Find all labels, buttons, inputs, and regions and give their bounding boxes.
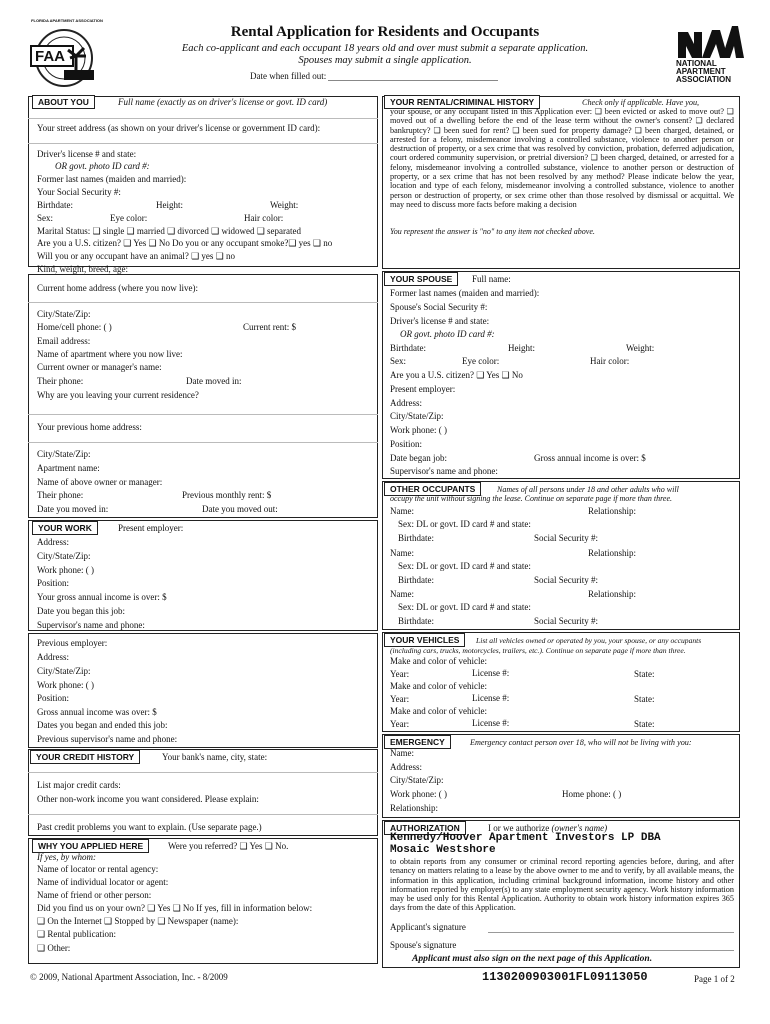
spouse-hair-label: Hair color: — [590, 356, 630, 366]
occupant-relationship-label: Relationship: — [588, 548, 636, 558]
eye-color-label: Eye color: — [110, 213, 148, 223]
credit-cards-label: List major credit cards: — [37, 780, 121, 790]
spouse-name-label: Full name: — [472, 274, 511, 284]
job-start-label: Date you began this job: — [37, 606, 125, 616]
emergency-name-label: Name: — [390, 748, 414, 758]
naa-text-3: ASSOCIATION — [676, 75, 731, 84]
spouse-job-began-label: Date began job: — [390, 453, 447, 463]
authorization-text: to obtain reports from any consumer or criminal record reporting agencies before, during, and after tenancy on matters relating to a lease by the above owner to me and to verify, by all available means, the information in this application, including criminal background information, income history and other information reported by employer(s) to any state employment security agency. Work history information may be used only for this Rental Application. Authority to obtain work history information expires 365 days from the date of this Application. — [390, 857, 734, 913]
found-own-question[interactable]: Did you find us on your own? ❑ Yes ❑ No If yes, fill in information below: — [37, 903, 313, 913]
spouse-city-label: City/State/Zip: — [390, 411, 444, 421]
emergency-city-label: City/State/Zip: — [390, 775, 444, 785]
emergency-home-phone-label: Home phone: ( ) — [562, 789, 622, 799]
vehicle-state-label: State: — [634, 694, 655, 704]
faa-logo-text: FAA — [35, 48, 65, 65]
applicant-signature-label: Applicant's signature — [390, 922, 466, 932]
home-phone-label: Home/cell phone: ( ) — [37, 322, 112, 332]
naa-text-1: NATIONAL — [676, 59, 717, 68]
city-state-zip-label: City/State/Zip: — [37, 309, 91, 319]
spouse-sex-label: Sex: — [390, 356, 407, 366]
position-label: Position: — [37, 578, 70, 588]
drivers-license-label: Driver's license # and state: — [37, 149, 137, 159]
authorization-header: AUTHORIZATION — [384, 821, 466, 835]
page-title: Rental Application for Residents and Occupants — [230, 24, 540, 40]
income-label: Your gross annual income is over: $ — [37, 592, 167, 602]
vehicle-state-label: State: — [634, 719, 655, 729]
vehicle-year-label: Year: — [390, 669, 410, 679]
street-address-label: Your street address (as shown on your driver's license or government ID card): — [37, 123, 321, 133]
prev-supervisor-label: Previous supervisor's name and phone: — [37, 734, 178, 744]
occupant-ssn-label: Social Security #: — [534, 616, 598, 626]
work-address-label: Address: — [37, 537, 69, 547]
occupant-sex-dl-label: Sex: DL or govt. ID card # and state: — [398, 561, 531, 571]
ssn-label: Your Social Security #: — [37, 187, 121, 197]
spouse-ssn-label: Spouse's Social Security #: — [390, 302, 488, 312]
spouse-height-label: Height: — [508, 343, 535, 353]
date-filled-label: Date when filled out: — [250, 71, 327, 81]
their-phone-label: Their phone: — [37, 376, 84, 386]
vehicles-desc-1: List all vehicles owned or operated by you, your spouse, or any occupants — [476, 636, 702, 645]
prev-moved-in-label: Date you moved in: — [37, 504, 109, 514]
vehicle-year-label: Year: — [390, 719, 410, 729]
emergency-address-label: Address: — [390, 762, 422, 772]
occupant-name-label: Name: — [390, 548, 414, 558]
spouse-position-label: Position: — [390, 439, 423, 449]
owner-name-1: Kennedy/Hoover Apartment Investors LP DBA — [390, 832, 661, 844]
rental-intro: Check only if applicable. Have you, — [582, 98, 700, 107]
spouse-former-label: Former last names (maiden and married): — [390, 288, 540, 298]
vehicle-make-label: Make and color of vehicle: — [390, 706, 487, 716]
spouse-signature-field[interactable] — [474, 950, 734, 951]
why-leaving-label: Why are you leaving your current residence? — [37, 390, 199, 400]
current-rent-label: Current rent: $ — [243, 322, 296, 332]
occupants-desc-1: Names of all persons under 18 and other adults who will — [497, 485, 679, 494]
prev-work-city-label: City/State/Zip: — [37, 666, 91, 676]
final-note: Applicant must also sign on the next page of this Application. — [412, 954, 653, 964]
spouse-signature-label: Spouse's signature — [390, 940, 457, 950]
vehicle-state-label: State: — [634, 669, 655, 679]
authorization-intro-text: I or we authorize — [488, 823, 550, 833]
page-number: Page 1 of 2 — [694, 974, 735, 984]
occupant-birthdate-label: Birthdate: — [398, 533, 434, 543]
emergency-work-phone-label: Work phone: ( ) — [390, 789, 448, 799]
hair-color-label: Hair color: — [244, 213, 284, 223]
prev-job-dates-label: Dates you began and ended this job: — [37, 720, 168, 730]
owner-name-label: Current owner or manager's name: — [37, 362, 162, 372]
about-header: ABOUT YOU — [32, 95, 95, 109]
rental-header: YOUR RENTAL/CRIMINAL HISTORY — [384, 95, 540, 109]
occupant-relationship-label: Relationship: — [588, 589, 636, 599]
naa-logo — [676, 24, 744, 82]
form-code: 1130200903001FL09113050 — [482, 970, 648, 984]
prev-rent-label: Previous monthly rent: $ — [182, 490, 272, 500]
spouse-eye-label: Eye color: — [462, 356, 500, 366]
date-moved-in-label: Date moved in: — [186, 376, 242, 386]
other-income-label: Other non-work income you want considered. Please explain: — [37, 794, 259, 804]
citizen-smoke[interactable]: Are you a U.S. citizen? ❑ Yes ❑ No Do you or any occupant smoke?❑ yes ❑ no — [37, 238, 333, 248]
emergency-header: EMERGENCY — [384, 735, 451, 749]
other-option[interactable]: ❑ Other: — [37, 943, 71, 953]
prev-city-state-zip-label: City/State/Zip: — [37, 449, 91, 459]
animal-kind-label: Kind, weight, breed, age: — [37, 264, 128, 274]
occupant-ssn-label: Social Security #: — [534, 575, 598, 585]
applicant-signature-field[interactable] — [488, 932, 734, 933]
date-filled-field[interactable] — [328, 72, 498, 81]
govt-id-label: OR govt. photo ID card #: — [55, 161, 150, 171]
spouse-address-label: Address: — [390, 398, 422, 408]
height-label: Height: — [156, 200, 183, 210]
prev-moved-out-label: Date you moved out: — [202, 504, 278, 514]
prev-income-label: Gross annual income was over: $ — [37, 707, 157, 717]
spouse-work-phone-label: Work phone: ( ) — [390, 425, 448, 435]
owner-name-2: Mosaic Westshore — [390, 844, 496, 856]
sex-label: Sex: — [37, 213, 54, 223]
prev-work-phone-label: Work phone: ( ) — [37, 680, 95, 690]
prev-work-address-label: Address: — [37, 652, 69, 662]
vehicle-license-label: License #: — [472, 693, 510, 703]
spouse-citizen[interactable]: Are you a U.S. citizen? ❑ Yes ❑ No — [390, 370, 523, 380]
current-address-label: Current home address (where you now live): — [37, 283, 198, 293]
previous-address-label: Your previous home address: — [37, 422, 142, 432]
work-header: YOUR WORK — [32, 521, 98, 535]
naa-text-2: APARTMENT — [676, 67, 726, 76]
if-yes-label: If yes, by whom: — [37, 852, 96, 862]
credit-problems-label: Past credit problems you want to explain. (Use separate page.) — [37, 822, 262, 832]
applied-header: WHY YOU APPLIED HERE — [32, 839, 149, 853]
prev-employer-label: Previous employer: — [37, 638, 108, 648]
rental-publication-option[interactable]: ❑ Rental publication: — [37, 929, 117, 939]
referred-question[interactable]: Were you referred? ❑ Yes ❑ No. — [168, 841, 289, 851]
supervisor-label: Supervisor's name and phone: — [37, 620, 145, 630]
agent-label: Name of individual locator or agent: — [37, 877, 169, 887]
spouse-birthdate-label: Birthdate: — [390, 343, 426, 353]
occupant-birthdate-label: Birthdate: — [398, 575, 434, 585]
emergency-relationship-label: Relationship: — [390, 803, 438, 813]
weight-label: Weight: — [270, 200, 299, 210]
vehicles-desc-2: (including cars, trucks, motorcycles, trailers, etc.). Continue on separate page if more than three. — [390, 646, 686, 655]
spouse-govt-id-label: OR govt. photo ID card #: — [400, 329, 495, 339]
spouse-supervisor-label: Supervisor's name and phone: — [390, 466, 498, 476]
authorization-owner-label: (owner's name) — [551, 823, 608, 833]
occupant-birthdate-label: Birthdate: — [398, 616, 434, 626]
spouse-dl-label: Driver's license # and state: — [390, 316, 490, 326]
occupant-name-label: Name: — [390, 506, 414, 516]
emergency-desc: Emergency contact person over 18, who will not be living with you: — [470, 738, 692, 747]
faa-ring-text: FLORIDA APARTMENT ASSOCIATION — [31, 18, 103, 23]
vehicles-header: YOUR VEHICLES — [384, 633, 465, 647]
rental-text[interactable]: your spouse, or any occupant listed in this Application ever: ❑ been evicted or asked to move out? ❑ moved out of a dwelling before the end of the lease term without the owner's consent? ❑ declared bankruptcy? ❑ been sued for rent? ❑ been sued for property damage? ❑ been charged, detained, or arrested for a felony, misdemeanor involving a controlled substance, violence to another person or destruction of property, or a sex crime that was resolved by conviction, probation, deferred adjudication, court ordered community supervision, or pretrial diversion? ❑ been charged, detained, or arrested for a felony, misdemeanor involving a controlled substance, violence to another person or destruction of property, or a sex crime that has not been resolved by any method? Please indicate below the year, location and type of each felony, misdemeanor involving a controlled substance, violence to another person or destruction of property, or sex crime other than those resolved by dismissal or acquittal. We may need to discuss more facts before making a decision — [390, 107, 734, 209]
occupant-relationship-label: Relationship: — [588, 506, 636, 516]
marital-status[interactable]: Marital Status: ❑ single ❑ married ❑ divorced ❑ widowed ❑ separated — [37, 226, 302, 236]
prev-phone-label: Their phone: — [37, 490, 84, 500]
animal-question[interactable]: Will you or any occupant have an animal? ❑ yes ❑ no — [37, 251, 235, 261]
subtitle — [0, 43, 770, 67]
work-phone-label: Work phone: ( ) — [37, 565, 95, 575]
birthdate-label: Birthdate: — [37, 200, 73, 210]
occupants-header: OTHER OCCUPANTS — [384, 482, 481, 496]
occupant-sex-dl-label: Sex: DL or govt. ID card # and state: — [398, 602, 531, 612]
vehicle-make-label: Make and color of vehicle: — [390, 656, 487, 666]
prev-owner-label: Name of above owner or manager: — [37, 477, 163, 487]
rental-note: You represent the answer is "no" to any item not checked above. — [390, 227, 595, 236]
spouse-header: YOUR SPOUSE — [384, 272, 458, 286]
former-names-label: Former last names (maiden and married): — [37, 174, 187, 184]
apartment-name-label: Name of apartment where you now live: — [37, 349, 183, 359]
vehicle-make-label: Make and color of vehicle: — [390, 681, 487, 691]
date-filled-row — [250, 71, 498, 81]
subtitle-line2: Spouses may submit a single application. — [298, 55, 472, 66]
occupant-ssn-label: Social Security #: — [534, 533, 598, 543]
source-options[interactable]: ❑ On the Internet ❑ Stopped by ❑ Newspaper (name): — [37, 916, 239, 926]
occupants-desc-2: occupy the unit without signing the lease. Continue on separate page if more than three. — [390, 494, 673, 503]
prev-apartment-name-label: Apartment name: — [37, 463, 100, 473]
present-employer-label: Present employer: — [118, 523, 184, 533]
vehicle-license-label: License #: — [472, 668, 510, 678]
spouse-income-label: Gross annual income is over: $ — [534, 453, 646, 463]
prev-position-label: Position: — [37, 693, 70, 703]
friend-label: Name of friend or other person: — [37, 890, 152, 900]
work-city-label: City/State/Zip: — [37, 551, 91, 561]
copyright: © 2009, National Apartment Association, Inc. - 8/2009 — [30, 972, 228, 982]
vehicle-year-label: Year: — [390, 694, 410, 704]
occupant-sex-dl-label: Sex: DL or govt. ID card # and state: — [398, 519, 531, 529]
full-name-label: Full name (exactly as on driver's license or govt. ID card) — [118, 97, 328, 107]
subtitle-line1: Each co-applicant and each occupant 18 years old and over must submit a separate application. — [181, 43, 589, 54]
credit-header: YOUR CREDIT HISTORY — [30, 750, 140, 764]
email-label: Email address: — [37, 336, 91, 346]
vehicle-license-label: License #: — [472, 718, 510, 728]
occupant-name-label: Name: — [390, 589, 414, 599]
spouse-weight-label: Weight: — [626, 343, 655, 353]
bank-label: Your bank's name, city, state: — [162, 752, 268, 762]
spouse-employer-label: Present employer: — [390, 384, 456, 394]
locator-label: Name of locator or rental agency: — [37, 864, 159, 874]
